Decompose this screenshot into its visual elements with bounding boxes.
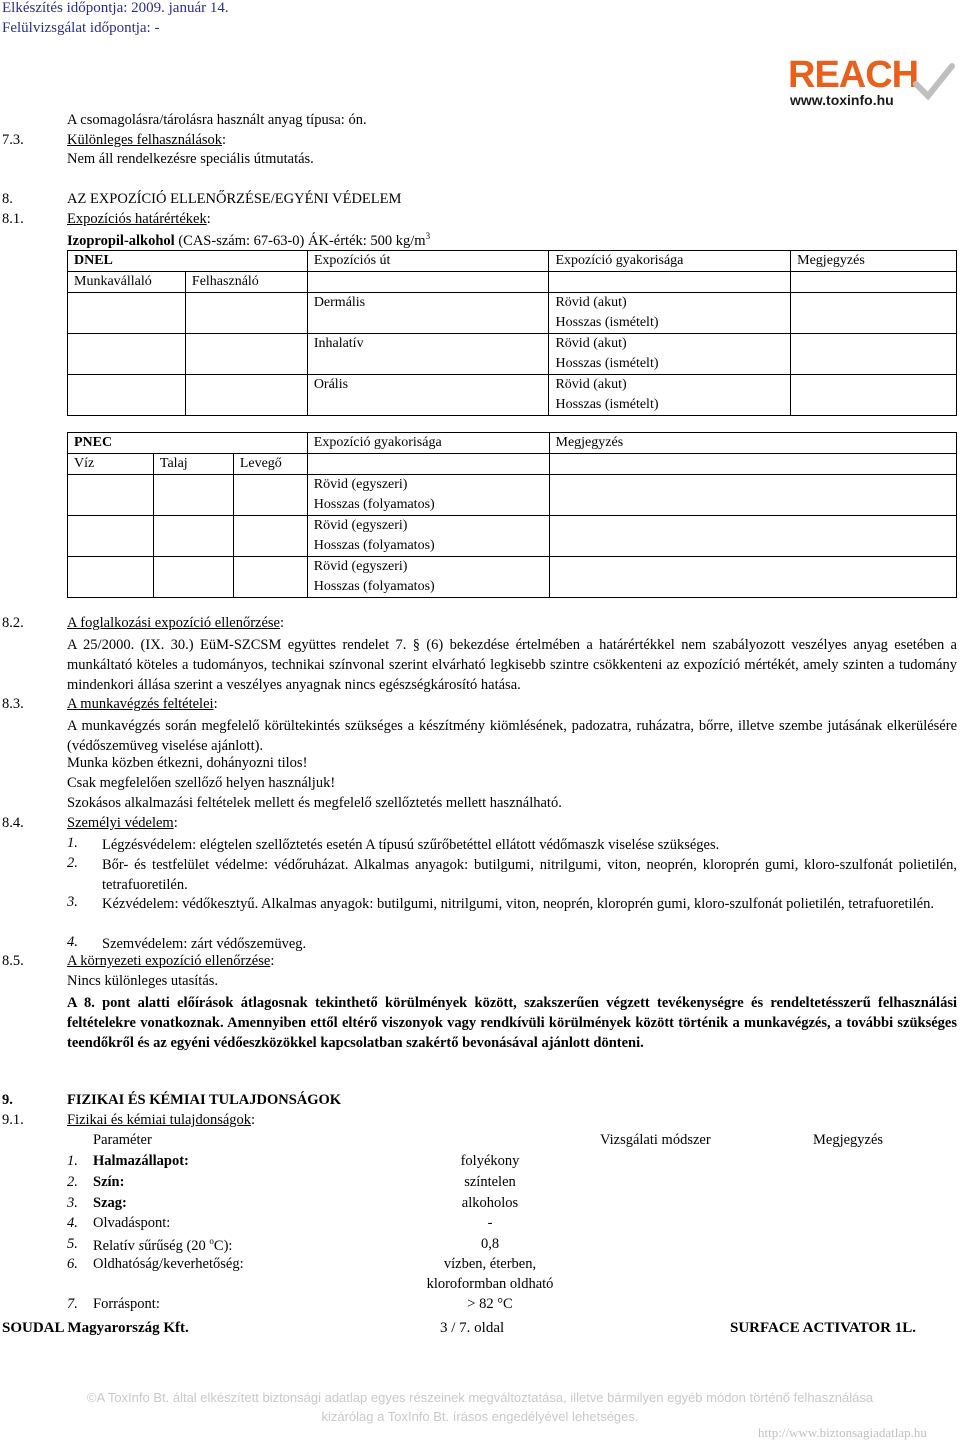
section-8-4-number: 8.4. (2, 815, 24, 831)
table-row (68, 475, 957, 516)
property-label: Oldhatóság/keverhetőség: (93, 1256, 244, 1272)
water-header: Víz (68, 454, 154, 475)
list-number: 1. (67, 1153, 78, 1169)
property-value: vízben, éterben, (443, 1256, 537, 1272)
user-header: Felhasználó (185, 272, 307, 293)
reach-logo (784, 54, 954, 112)
section-8-5-number: 8.5. (2, 953, 24, 969)
table-row (68, 334, 957, 375)
route-cell: Dermális (307, 293, 549, 334)
dnel-table (67, 250, 957, 416)
skin-protection: Bőr- és testfelület védelme: védőruházat. Alkalmas anyagok: butilgumi, nitrilgumi, viton, neoprén, kloroprén gumi, kloro-szulfonát polietilén, tetrafuoretilén. (102, 857, 957, 893)
section-8-1-title: Expozíciós határértékek: (67, 211, 211, 227)
frequency-cell: Rövid (akut) Hosszas (ismételt) (549, 375, 791, 416)
respiratory-protection: Légzésvédelem: elégtelen szellőztetés esetén A típusú szűrőbetéttel ellátott védőmaszk viselése szükséges. (102, 837, 720, 853)
table-row (68, 251, 957, 272)
section-8-2-text: A 25/2000. (IX. 30.) EüM-SZCSM együttes rendelet 7. § (6) bekezdése értelmében a határértékkel nem szabályozott veszélyes anyag esetében a munkáltató köteles a tudományos, technikai színvonal szerint elvárható legkisebb szintre csökkenteni az expozíció mértékét, amely szinten a tudomány mindenkori állása szerint a veszélyes anyagnak nincs egészségkárosító hatása. (67, 637, 957, 693)
section-9-1-number: 9.1. (2, 1112, 24, 1128)
property-label: Szín: (93, 1174, 125, 1190)
frequency-cell: Rövid (akut) Hosszas (ismételt) (549, 293, 791, 334)
packaging-type: A csomagolásra/tárolásra használt anyag típusa: ón. (67, 112, 367, 128)
list-number: 4. (67, 1215, 78, 1231)
list-number: 6. (67, 1256, 78, 1272)
list-number: 4. (67, 934, 78, 950)
section-8-3-number: 8.3. (2, 696, 24, 712)
logo-word: REACH (788, 54, 919, 96)
table-row (68, 557, 957, 598)
section-8-5-title: A környezeti expozíció ellenőrzése: (67, 953, 275, 969)
property-value: 0,8 (480, 1236, 500, 1252)
property-label: Forráspont: (93, 1296, 160, 1312)
property-label: Olvadáspont: (93, 1215, 171, 1231)
table-row (68, 454, 957, 475)
list-number: 3. (67, 1195, 78, 1211)
property-value: > 82 °C (467, 1296, 513, 1312)
frequency-cell: Rövid (egyszeri) Hosszas (folyamatos) (307, 475, 549, 516)
note-header: Megjegyzés (549, 433, 957, 454)
section-8-5-text: Nincs különleges utasítás. (67, 973, 219, 989)
no-eating-notice: Munka közben étkezni, dohányozni tilos! (67, 755, 308, 771)
section-8-2-number: 8.2. (2, 615, 24, 631)
property-value: színtelen (464, 1174, 516, 1190)
route-cell: Orális (307, 375, 549, 416)
section-8-4-title: Személyi védelem: (67, 815, 178, 831)
section-9-number: 9. (2, 1092, 13, 1108)
frequency-header: Expozíció gyakorisága (549, 251, 791, 272)
section-8-1-number: 8.1. (2, 211, 24, 227)
table-row (68, 293, 957, 334)
isopropanol-limit: Izopropil-alkohol (CAS-szám: 67-63-0) ÁK-érték: 500 $kg/m^3$ (67, 231, 431, 249)
route-cell: Inhalatív (307, 334, 549, 375)
note-header: Megjegyzés (791, 251, 957, 272)
list-number: 1. (67, 835, 78, 851)
eye-protection: Szemvédelem: zárt védőszemüveg. (102, 936, 307, 952)
section-7-3-title: Különleges felhasználások: (67, 132, 227, 148)
usage-conditions: Szokásos alkalmazási feltételek mellett és megfelelő szellőztetés mellett használható. (67, 795, 562, 811)
ventilation-notice: Csak megfelelően szellőző helyen használjuk! (67, 775, 336, 791)
watermark-url: http://www.biztonsagiadatlap.hu (758, 1425, 927, 1440)
list-number: 2. (67, 1174, 78, 1190)
section-8-3-title: A munkavégzés feltételei: (67, 696, 218, 712)
frequency-header: Expozíció gyakorisága (307, 433, 549, 454)
list-number: 3. (67, 894, 78, 910)
property-value: - (487, 1215, 493, 1231)
worker-header: Munkavállaló (68, 272, 186, 293)
dnel-header: DNEL (68, 251, 308, 272)
note-header: Megjegyzés (813, 1132, 884, 1148)
product-name: SURFACE ACTIVATOR 1L. (730, 1320, 917, 1336)
property-label: Halmazállapot: (93, 1153, 189, 1169)
table-row (68, 272, 957, 293)
revision-date: Felülvizsgálat időpontja: - (2, 20, 160, 36)
section-9-title: FIZIKAI ÉS KÉMIAI TULAJDONSÁGOK (67, 1092, 342, 1108)
air-header: Levegő (233, 454, 307, 475)
route-header: Expozíciós út (307, 251, 549, 272)
company-name: SOUDAL Magyarország Kft. (2, 1320, 189, 1336)
frequency-cell: Rövid (egyszeri) Hosszas (folyamatos) (307, 557, 549, 598)
pnec-header: PNEC (68, 433, 308, 454)
soil-header: Talaj (153, 454, 233, 475)
property-value: kloroformban oldható (426, 1276, 554, 1292)
parameter-header: Paraméter (93, 1132, 152, 1148)
table-row (68, 375, 957, 416)
created-date: Elkészítés időpontja: 2009. január 14. (2, 0, 229, 16)
property-label: Relatív sűrűség (20 $^o$C): (93, 1236, 233, 1254)
method-header: Vizsgálati módszer (600, 1132, 711, 1148)
section-7-3-text: Nem áll rendelkezésre speciális útmutatás. (67, 151, 314, 167)
hand-protection: Kézvédelem: védőkesztyű. Alkalmas anyagok: butilgumi, nitrilgumi, viton, neoprén, kloroprén gumi, kloro-szulfonát polietilén, tetrafuoretilén. (102, 896, 934, 912)
logo-url: www.toxinfo.hu (790, 92, 894, 108)
pnec-table (67, 432, 957, 598)
section-9-1-title: Fizikai és kémiai tulajdonságok: (67, 1112, 256, 1128)
section-8-title: AZ EXPOZÍCIÓ ELLENŐRZÉSE/EGYÉNI VÉDELEM (67, 191, 402, 207)
table-row (68, 433, 957, 454)
section-8-2-title: A foglalkozási expozíció ellenőrzése: (67, 615, 285, 631)
copyright-line-2: kizárólag a ToxInfo Bt. írásos engedélyével lehetséges. (321, 1409, 639, 1424)
property-label: Szag: (93, 1195, 127, 1211)
section-7-3-number: 7.3. (2, 132, 24, 148)
section-8-3-text: A munkavégzés során megfelelő körültekintés szükséges a készítmény kiömlésének, padozatra, ruházatra, bőrre, illetve szembe jutásának elkerülésére (védőszemüveg viselése ajánlott). (67, 718, 957, 754)
section-8-number: 8. (2, 191, 13, 207)
list-number: 7. (67, 1296, 78, 1312)
section-8-note: A 8. pont alatti előírások átlagosnak tekinthető körülmények között, szakszerűen végzett tevékenységre és rendeltetésszerű felhasználási feltételekre vonatkoznak. Amennyiben ettől eltérő viszonyok vagy rendkívüli körülmények között történik a munkavégzés, a további szükséges teendőkről és az egyéni védőeszközökkel kapcsolatban szakértő bevonásával ajánlott dönteni. (67, 995, 957, 1051)
list-number: 2. (67, 855, 78, 871)
page-number: 3 / 7. oldal (440, 1320, 505, 1336)
check-icon (912, 60, 956, 104)
property-value: folyékony (460, 1153, 520, 1169)
copyright-line-1: ©A ToxInfo Bt. által elkészített biztonsági adatlap egyes részeinek megváltoztatása, illetve bármilyen egyéb módon történő felhasználása (86, 1390, 874, 1405)
frequency-cell: Rövid (akut) Hosszas (ismételt) (549, 334, 791, 375)
property-value: alkoholos (461, 1195, 519, 1211)
list-number: 5. (67, 1236, 78, 1252)
frequency-cell: Rövid (egyszeri) Hosszas (folyamatos) (307, 516, 549, 557)
table-row (68, 516, 957, 557)
